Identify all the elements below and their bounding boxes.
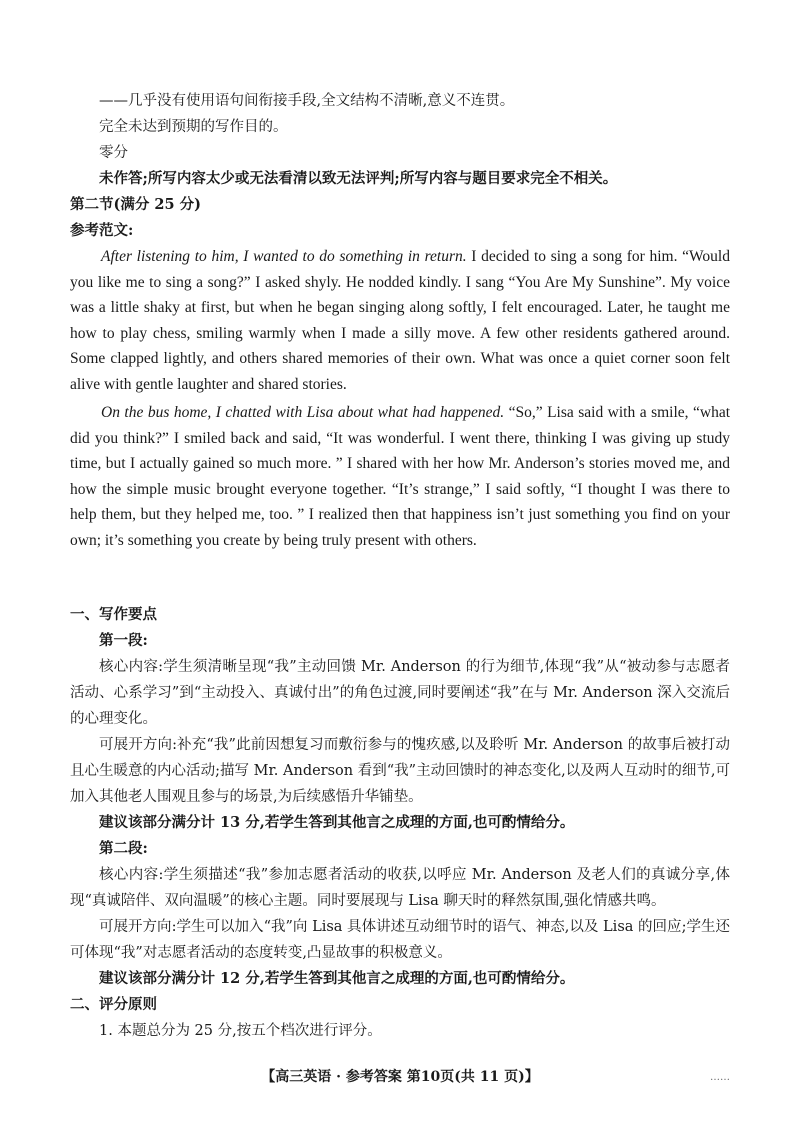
- section-heading: 二、评分原则: [70, 996, 157, 1013]
- grade-note: ——几乎没有使用语句间衔接手段,全文结构不清晰,意义不连贯。: [99, 93, 515, 109]
- writing-points: [70, 602, 730, 1044]
- section-heading: 第二节(满分 25 分): [70, 196, 201, 213]
- grade-label-zero: 零分: [99, 145, 128, 161]
- page-footer: 【高三英语 · 参考答案 第10页(共 11 页)】: [261, 1069, 539, 1085]
- paragraph-label: 第二段:: [99, 840, 148, 857]
- paragraph-lead: On the bus home, I chatted with Lisa about what had happened.: [101, 404, 505, 421]
- paragraph-label: 第一段:: [99, 632, 148, 649]
- core-content: 核心内容:学生须描述“我”参加志愿者活动的收获,以呼应 Mr. Anderson 及老人们的真诚分享,体现“真诚陪伴、双向温暖”的核心主题。同时要展现与 Lisa 聊天时的释然氛围,强化情感共鸣。: [70, 867, 730, 909]
- section-heading: 一、写作要点: [70, 606, 157, 623]
- essay-paragraph-2: [70, 400, 730, 553]
- paragraph-body: I decided to sing a song for him. “Would you like me to sing a song?” I asked shyly. He nodded kindly. I sang “You Are My Sunshine”. My voice was a little shaky at first, but when he began singing along softly, I felt encouraged. Later, he taught me how to play chess, smiling warmly when I made a silly move. A few other residents gathered around. Some clapped lightly, and others shared memories of their own. What was once a quiet corner soon felt alive with gentle laughter and shared stories.: [70, 248, 730, 393]
- principle-item: 1. 本题总分为 25 分,按五个档次进行评分。: [99, 1023, 382, 1039]
- score-note: 建议该部分满分计 12 分,若学生答到其他言之成理的方面,也可酌情给分。: [99, 970, 575, 987]
- essay-paragraph-1: [70, 244, 730, 397]
- expand-direction: 可展开方向:补充“我”此前因想复习而敷衍参与的愧疚感,以及聆听 Mr. Anderson 的故事后被打动且心生暖意的内心活动;描写 Mr. Anderson 看到“我”主动回馈时的神态变化,以及两人互动时的细节,可加入其他老人围观且参与的场景,为后续感悟升华铺垫。: [70, 737, 730, 805]
- grade-note: 完全未达到预期的写作目的。: [99, 119, 288, 135]
- expand-direction: 可展开方向:学生可以加入“我”向 Lisa 具体讲述互动细节时的语气、神态,以及 Lisa 的回应;学生还可体现“我”对志愿者活动的态度转变,凸显故事的积极意义。: [70, 919, 730, 961]
- core-content: 核心内容:学生须清晰呈现“我”主动回馈 Mr. Anderson 的行为细节,体现“我”从“被动参与志愿者活动、心系学习”到“主动投入、真诚付出”的角色过渡,同时要阐述“我”在与 Mr. Anderson 深入交流后的心理变化。: [70, 659, 730, 727]
- grading-continuation: [70, 88, 730, 244]
- footer-dots: ……: [710, 1072, 730, 1083]
- score-note: 建议该部分满分计 13 分,若学生答到其他言之成理的方面,也可酌情给分。: [99, 814, 575, 831]
- sample-label: 参考范文:: [70, 222, 134, 239]
- grade-zero-desc: 未作答;所写内容太少或无法看清以致无法评判;所写内容与题目要求完全不相关。: [99, 170, 618, 187]
- paragraph-body: “So,” Lisa said with a smile, “what did you think?” I smiled back and said, “It was wonderful. I went there, thinking I was giving up study time, but I actually gained so much more. ” I shared with her how Mr. Anderson’s stories moved me, and how the simple music brought everyone together. “It’s strange,” I said softly, “I thought I was there to help them, but they helped me, too. ” I realized then that happiness isn’t just something you find on your own; it’s something you create by being truly present with others.: [70, 404, 731, 549]
- sample-essay: [70, 244, 730, 553]
- paragraph-lead: After listening to him, I wanted to do something in return.: [101, 248, 467, 265]
